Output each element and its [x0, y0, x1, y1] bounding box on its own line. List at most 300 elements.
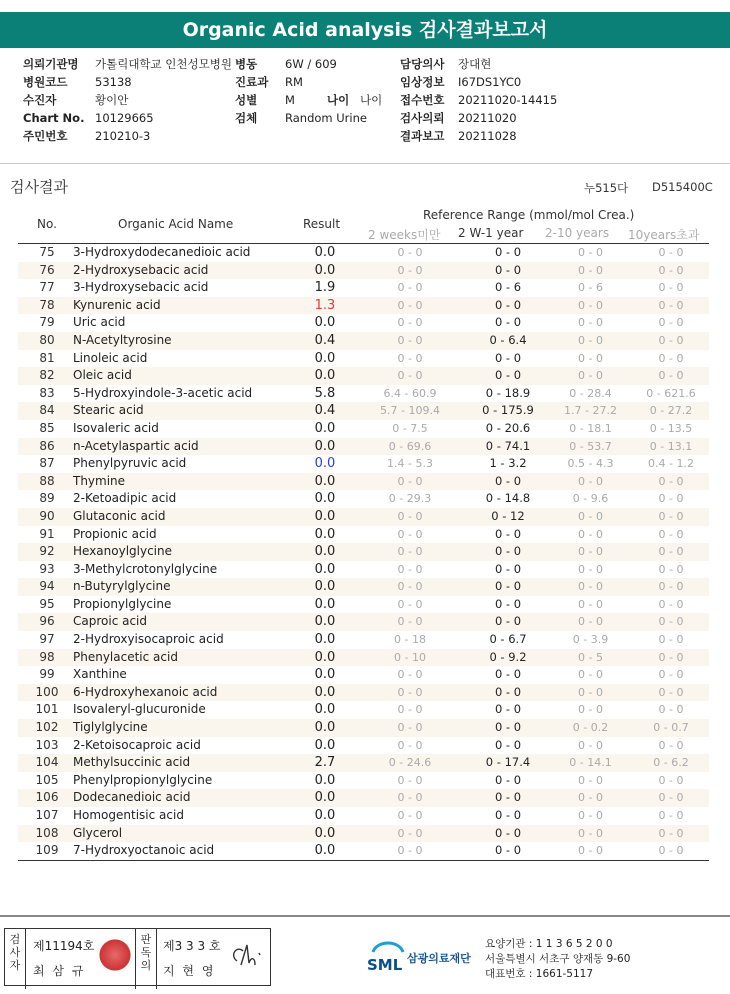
cell-r2: 0 - 0 [494, 702, 522, 717]
cell-name: Hexanoylglycine [73, 544, 173, 559]
table-row [18, 350, 709, 368]
cell-r4: 0 - 13.1 [649, 439, 693, 453]
table-row [18, 825, 709, 843]
cell-r1: 0 - 0 [397, 844, 423, 858]
inspector-no: 제11194호 [33, 939, 95, 953]
cell-r1: 0 - 24.6 [388, 756, 432, 770]
cell-name: N-Acetyltyrosine [73, 332, 172, 347]
cell-result: 0.0 [314, 684, 336, 700]
hospital-code-label: 병원코드 [23, 75, 68, 89]
cell-no: 75 [39, 245, 55, 259]
cell-r1: 0 - 0 [397, 369, 423, 383]
table-row [18, 508, 709, 526]
cell-no: 96 [39, 614, 55, 629]
specimen-value: Random Urine [285, 111, 367, 125]
footer-divider [0, 915, 730, 917]
patient-info-right [400, 55, 557, 145]
cell-r3: 0 - 14.1 [569, 756, 612, 770]
header-no: No. [37, 217, 57, 231]
cell-r2: 0 - 6 [494, 280, 522, 295]
header-r1: 2 weeks미만 [368, 228, 441, 242]
cell-r3: 0 - 0 [578, 298, 603, 312]
cell-r4: 0 - 0 [658, 773, 684, 787]
table-row [18, 613, 709, 631]
id-value: 210210-3 [95, 129, 151, 143]
cell-r4: 0 - 0 [658, 492, 684, 506]
cell-r4: 0 - 0 [658, 316, 684, 330]
cell-r3: 0 - 3.9 [572, 633, 609, 647]
cell-no: 94 [39, 579, 55, 594]
table-bottom-line [18, 860, 709, 861]
address: 서울특별시 서초구 양재동 9-60 [485, 953, 631, 965]
cell-r4: 0.4 - 1.2 [648, 457, 694, 471]
table-row [18, 385, 709, 403]
cell-name: 3-Hydroxydodecanedioic acid [73, 245, 251, 259]
table-row [18, 455, 709, 473]
cell-r4: 0 - 13.5 [649, 421, 693, 435]
header-r4: 10years초과 [628, 228, 700, 242]
cell-r3: 0 - 0 [578, 844, 603, 858]
header-r3: 2-10 years [545, 226, 610, 240]
cell-name: Glycerol [73, 825, 123, 840]
cell-name: Thymine [73, 473, 126, 488]
cell-name: Kynurenic acid [73, 297, 161, 312]
cell-r2: 0 - 0 [494, 544, 522, 559]
cell-r4: 0 - 0 [658, 369, 684, 383]
report-value: 20211028 [458, 129, 517, 143]
cell-r3: 0 - 0 [578, 509, 603, 523]
cell-r4: 0 - 0 [658, 809, 684, 822]
care-code: 요양기관 : 1 1 3 6 5 2 0 0 [485, 938, 613, 950]
cell-r3: 0 - 0 [578, 527, 603, 541]
cell-r3: 0 - 0 [578, 580, 603, 594]
cell-r3: 0 - 0 [578, 333, 603, 347]
institution-value: 가톨릭대학교 인천성모병원 [95, 57, 232, 71]
table-row [18, 596, 709, 614]
cell-no: 98 [39, 649, 55, 664]
table-row [18, 649, 709, 667]
cell-r4: 0 - 0.7 [653, 721, 689, 735]
cell-no: 101 [35, 702, 59, 717]
chart-value: 10129665 [95, 111, 154, 125]
table-body [18, 244, 709, 860]
cell-r4: 0 - 27.2 [649, 404, 693, 418]
cell-name: Propionic acid [73, 526, 157, 541]
cell-no: 85 [39, 420, 55, 435]
cell-no: 91 [39, 526, 55, 541]
cell-r4: 0 - 0 [658, 685, 684, 699]
cell-r3: 0 - 0 [578, 668, 603, 682]
cell-r2: 1 - 3.2 [489, 456, 527, 471]
cell-no: 104 [35, 755, 59, 770]
header-name: Organic Acid Name [118, 217, 234, 231]
cell-r1: 0 - 0 [397, 316, 423, 330]
cell-r3: 0 - 0 [578, 474, 603, 488]
cell-no: 108 [35, 825, 59, 840]
receipt-value: 20211020-14415 [458, 93, 558, 107]
cell-r4: 0 - 0 [658, 474, 684, 488]
cell-r4: 0 - 6.2 [653, 756, 689, 770]
table-row [18, 772, 709, 790]
cell-r2: 0 - 6.4 [489, 332, 527, 347]
cell-r1: 6.4 - 60.9 [383, 386, 437, 400]
cell-r2: 0 - 0 [494, 825, 522, 840]
report-title: Organic Acid analysis 검사결과보고서 [0, 12, 730, 48]
cell-name: Isovaleric acid [73, 420, 159, 435]
logo-text: SML [367, 956, 403, 974]
institution-label: 의뢰기관명 [23, 57, 79, 71]
table-row [18, 473, 709, 491]
cell-r4: 0 - 0 [658, 844, 684, 858]
cell-r1: 0 - 0 [397, 281, 423, 295]
cell-r1: 0 - 10 [394, 650, 426, 664]
org-address-block [485, 937, 630, 982]
signature-icon [227, 939, 265, 975]
table-row [18, 490, 709, 508]
table-row [18, 244, 709, 262]
cell-r1: 0 - 0 [397, 580, 423, 594]
cell-r1: 0 - 0 [397, 545, 423, 559]
cell-result: 0.0 [314, 315, 336, 331]
cell-r2: 0 - 0 [494, 667, 522, 682]
cell-r1: 0 - 0 [397, 703, 423, 717]
cell-result: 0.0 [314, 720, 336, 736]
cell-r3: 0 - 6 [578, 281, 603, 295]
cell-r2: 0 - 0 [494, 808, 522, 822]
cell-r3: 0 - 53.7 [569, 439, 612, 453]
cell-r3: 0 - 0.2 [572, 721, 609, 735]
cell-r1: 0 - 0 [397, 333, 423, 347]
cell-result: 0.0 [314, 438, 336, 454]
cell-result: 0.0 [314, 526, 336, 542]
cell-r2: 0 - 12 [491, 508, 525, 523]
reviewer-label: 판독의 [135, 929, 157, 989]
cell-r3: 0 - 18.1 [569, 421, 612, 435]
table-row [18, 807, 709, 825]
cell-name: Phenylpyruvic acid [73, 456, 187, 471]
cell-name: Phenylacetic acid [73, 649, 178, 664]
table-row [18, 279, 709, 297]
cell-name: n-Acetylaspartic acid [73, 438, 199, 453]
cell-r1: 5.7 - 109.4 [380, 404, 440, 418]
cell-name: Stearic acid [73, 403, 144, 418]
table-row [18, 332, 709, 350]
cell-r3: 0 - 0 [578, 263, 603, 277]
cell-r1: 0 - 0 [397, 263, 423, 277]
cell-r2: 0 - 0 [494, 350, 522, 365]
table-row [18, 420, 709, 438]
cell-name: 2-Hydroxysebacic acid [73, 262, 209, 277]
cell-no: 99 [39, 667, 55, 682]
cell-result: 0.0 [314, 262, 336, 278]
cell-result: 2.7 [314, 755, 336, 771]
ward-value: 6W / 609 [285, 57, 337, 71]
request-label: 검사의뢰 [400, 111, 445, 125]
cell-r3: 0 - 0 [578, 809, 603, 822]
cell-r2: 0 - 0 [494, 561, 522, 576]
cell-r2: 0 - 0 [494, 473, 522, 488]
cell-result: 0.0 [314, 737, 336, 753]
table-row [18, 543, 709, 561]
cell-r2: 0 - 6.7 [489, 632, 527, 647]
cell-r1: 0 - 0 [397, 738, 423, 752]
cell-r2: 0 - 17.4 [485, 755, 531, 770]
cell-r4: 0 - 0 [658, 597, 684, 611]
section-title: 검사결과 [10, 178, 68, 196]
cell-no: 83 [39, 385, 55, 400]
cell-no: 82 [39, 368, 55, 383]
cell-no: 93 [39, 561, 55, 576]
cell-r2: 0 - 0 [494, 315, 522, 330]
cell-no: 90 [39, 508, 55, 523]
cell-name: Propionylglycine [73, 596, 172, 611]
cell-name: 5-Hydroxyindole-3-acetic acid [73, 385, 253, 400]
cell-no: 80 [39, 332, 55, 347]
cell-r4: 0 - 0 [658, 298, 684, 312]
cell-r4: 0 - 0 [658, 281, 684, 295]
cell-r1: 0 - 69.6 [388, 439, 432, 453]
cell-result: 0.0 [314, 825, 336, 841]
cell-result: 0.0 [314, 368, 336, 384]
cell-r4: 0 - 0 [658, 246, 684, 259]
cell-r3: 0 - 0 [578, 615, 603, 629]
table-row [18, 561, 709, 579]
cell-r1: 0 - 0 [397, 527, 423, 541]
cell-r2: 0 - 0 [494, 790, 522, 805]
patient-info [23, 55, 232, 145]
cell-r4: 0 - 0 [658, 633, 684, 647]
cell-r4: 0 - 0 [658, 650, 684, 664]
table-row [18, 719, 709, 737]
cell-r1: 0 - 0 [397, 298, 423, 312]
cell-no: 78 [39, 297, 55, 312]
cell-r2: 0 - 0 [494, 579, 522, 594]
cell-no: 92 [39, 544, 55, 559]
cell-no: 79 [39, 315, 55, 330]
cell-r2: 0 - 9.2 [489, 649, 527, 664]
cell-no: 88 [39, 473, 55, 488]
cell-r2: 0 - 0 [494, 368, 522, 383]
table-row [18, 526, 709, 544]
table-row [18, 737, 709, 755]
cell-r4: 0 - 0 [658, 509, 684, 523]
cell-r3: 0 - 0 [578, 826, 603, 840]
cell-name: 3-Hydroxysebacic acid [73, 280, 209, 295]
cell-result: 1.9 [314, 280, 336, 296]
cell-r3: 0 - 0 [578, 703, 603, 717]
cell-no: 109 [35, 843, 59, 858]
cell-name: Linoleic acid [73, 350, 148, 365]
cell-name: 2-Ketoisocaproic acid [73, 737, 201, 752]
cell-r1: 0 - 0 [397, 809, 423, 822]
cell-r3: 0 - 0 [578, 773, 603, 787]
ward-label: 병동 [235, 57, 258, 71]
cell-r2: 0 - 0 [494, 737, 522, 752]
cell-r2: 0 - 20.6 [485, 420, 531, 435]
cell-name: Homogentisic acid [73, 808, 184, 822]
cell-r2: 0 - 0 [494, 297, 522, 312]
cell-r3: 0 - 9.6 [572, 492, 609, 506]
specimen-label: 검체 [235, 111, 258, 125]
cell-name: Tiglylglycine [73, 720, 148, 735]
table-row [18, 842, 709, 860]
cell-r2: 0 - 0 [494, 526, 522, 541]
cell-r4: 0 - 0 [658, 826, 684, 840]
cell-no: 76 [39, 262, 55, 277]
cell-r1: 0 - 0 [397, 351, 423, 365]
cell-name: Caproic acid [73, 614, 148, 629]
cell-name: Methylsuccinic acid [73, 755, 191, 770]
cell-no: 87 [39, 456, 55, 471]
cell-r2: 0 - 175.9 [482, 403, 534, 418]
cell-r4: 0 - 0 [658, 263, 684, 277]
cell-result: 0.4 [314, 403, 336, 419]
cell-r1: 0 - 0 [397, 562, 423, 576]
cell-name: Phenylpropionylglycine [73, 772, 213, 787]
age-value: 나이 [360, 93, 383, 107]
cell-r1: 0 - 7.5 [392, 421, 428, 435]
org-name: 삼광의료재단 [407, 952, 471, 965]
table-row [18, 754, 709, 772]
cell-name: 3-Methylcrotonylglycine [73, 561, 218, 576]
id-label: 주민번호 [23, 129, 68, 143]
section-code-2: D515400C [652, 180, 713, 194]
cell-r2: 0 - 0 [494, 684, 522, 699]
cell-r1: 0 - 0 [397, 597, 423, 611]
cell-r1: 0 - 18 [394, 633, 426, 647]
cell-result: 0.0 [314, 508, 336, 524]
cell-r4: 0 - 0 [658, 351, 684, 365]
cell-r3: 0 - 0 [578, 791, 603, 805]
sex-value: M [285, 93, 295, 107]
seal-icon [97, 937, 133, 973]
department-value: RM [285, 75, 303, 89]
cell-no: 77 [39, 280, 55, 295]
cell-r1: 1.4 - 5.3 [387, 457, 433, 471]
cell-no: 89 [39, 491, 55, 506]
inspector-label: 검사자 [5, 929, 26, 989]
cell-name: Dodecanedioic acid [73, 790, 191, 805]
cell-no: 81 [39, 350, 55, 365]
receipt-label: 접수번호 [400, 93, 445, 107]
table-header [18, 205, 709, 244]
patient-info-middle [235, 55, 382, 127]
cell-r3: 0 - 0 [578, 545, 603, 559]
cell-r1: 0 - 0 [397, 509, 423, 523]
cell-r1: 0 - 0 [397, 791, 423, 805]
table-row [18, 297, 709, 315]
examinee-value: 황이안 [95, 93, 129, 107]
cell-name: 6-Hydroxyhexanoic acid [73, 684, 218, 699]
examinee-label: 수진자 [23, 93, 57, 107]
cell-result: 0.0 [314, 649, 336, 665]
cell-no: 107 [35, 808, 59, 822]
cell-result: 1.3 [314, 297, 336, 313]
cell-r1: 0 - 0 [397, 826, 423, 840]
cell-result: 0.0 [314, 702, 336, 718]
cell-result: 0.0 [314, 473, 336, 489]
cell-r1: 0 - 0 [397, 668, 423, 682]
header-reference: Reference Range (mmol/mol Crea.) [423, 208, 635, 222]
cell-r3: 0 - 0 [578, 316, 603, 330]
cell-r2: 0 - 74.1 [485, 438, 531, 453]
cell-r1: 0 - 0 [397, 773, 423, 787]
reviewer-name: 지 현 영 [163, 964, 216, 978]
cell-result: 0.0 [314, 808, 336, 823]
cell-name: Xanthine [73, 667, 127, 682]
table-row [18, 367, 709, 385]
cell-result: 0.0 [314, 579, 336, 595]
reviewer-no: 제3 3 3 호 [163, 939, 221, 953]
cell-name: 2-Ketoadipic acid [73, 491, 177, 506]
table-row [18, 631, 709, 649]
department-label: 진료과 [235, 75, 269, 89]
table-row [18, 438, 709, 456]
cell-no: 97 [39, 632, 55, 647]
cell-r4: 0 - 0 [658, 668, 684, 682]
cell-r1: 0 - 0 [397, 246, 423, 259]
cell-r4: 0 - 0 [658, 333, 684, 347]
cell-r1: 0 - 0 [397, 685, 423, 699]
cell-r1: 0 - 0 [397, 721, 423, 735]
doctor-label: 담당의사 [400, 57, 445, 71]
cell-r4: 0 - 0 [658, 615, 684, 629]
table-row [18, 314, 709, 332]
phone: 대표번호 : 1661-5117 [485, 968, 594, 980]
cell-r4: 0 - 0 [658, 527, 684, 541]
cell-result: 5.8 [314, 385, 336, 401]
cell-r4: 0 - 0 [658, 703, 684, 717]
cell-r1: 0 - 0 [397, 615, 423, 629]
table-row [18, 402, 709, 420]
cell-r2: 0 - 0 [494, 843, 522, 858]
table-row [18, 666, 709, 684]
cell-result: 0.0 [314, 350, 336, 366]
cell-r3: 0 - 0 [578, 351, 603, 365]
cell-r3: 1.7 - 27.2 [564, 404, 617, 418]
cell-no: 106 [35, 790, 59, 805]
cell-result: 0.0 [314, 596, 336, 612]
sml-logo-icon [367, 938, 409, 978]
cell-r2: 0 - 0 [494, 720, 522, 735]
report-label: 결과보고 [400, 129, 445, 143]
cell-result: 0.0 [314, 772, 336, 788]
cell-result: 0.0 [314, 614, 336, 630]
cell-result: 0.0 [314, 245, 336, 260]
cell-no: 95 [39, 596, 55, 611]
cell-r3: 0 - 0 [578, 562, 603, 576]
cell-result: 0.0 [314, 420, 336, 436]
cell-name: Glutaconic acid [73, 508, 166, 523]
cell-no: 105 [35, 772, 59, 787]
cell-result: 0.0 [314, 544, 336, 560]
age-label: 나이 [327, 93, 350, 107]
cell-name: Isovaleryl-glucuronide [73, 702, 206, 717]
section-code-1: 누515다 [584, 181, 629, 195]
cell-name: n-Butyrylglycine [73, 579, 171, 594]
chart-label: Chart No. [23, 111, 85, 125]
cell-r4: 0 - 0 [658, 580, 684, 594]
cell-result: 0.0 [314, 491, 336, 507]
table-row [18, 684, 709, 702]
clinical-info-value: I67DS1YC0 [458, 75, 522, 89]
cell-result: 0.0 [314, 632, 336, 648]
hospital-code-value: 53138 [95, 75, 132, 89]
sex-label: 성별 [235, 93, 258, 107]
cell-r4: 0 - 0 [658, 545, 684, 559]
cell-name: Uric acid [73, 315, 126, 330]
clinical-info-label: 임상정보 [400, 75, 445, 89]
